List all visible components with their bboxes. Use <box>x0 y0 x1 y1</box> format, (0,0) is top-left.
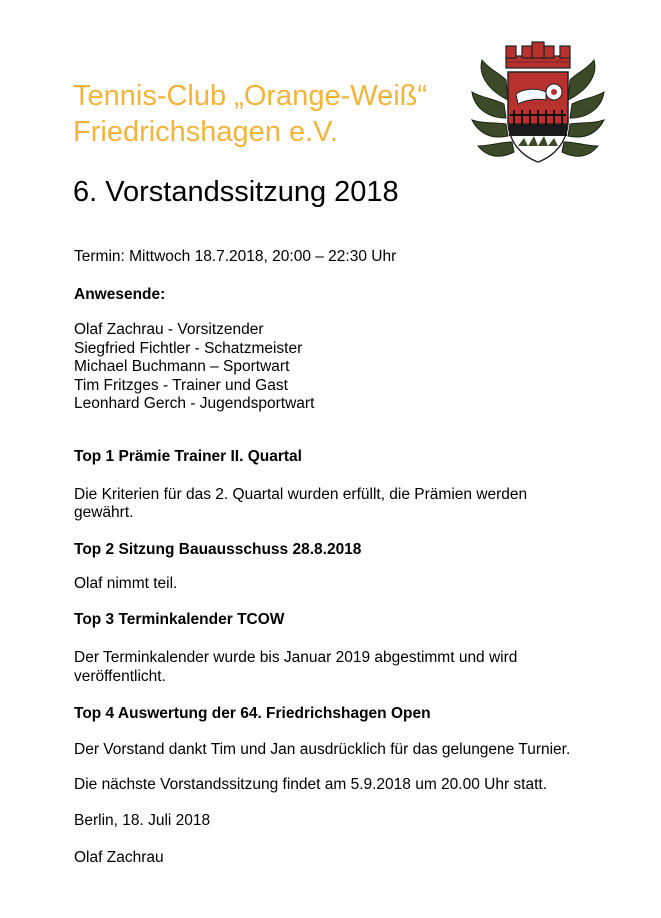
top3-text-cont: veröffentlicht. <box>74 668 166 685</box>
top3-heading: Top 3 Terminkalender TCOW <box>74 611 285 628</box>
top1-text: Die Kriterien für das 2. Quartal wurden erfüllt, die Prämien werden <box>74 486 528 503</box>
club-name <box>73 78 427 150</box>
attendee-item: Olaf Zachrau - Vorsitzender <box>74 321 264 338</box>
top4-text: Der Vorstand dankt Tim und Jan ausdrücklich für das gelungene Turnier. <box>74 741 571 758</box>
meeting-date: Termin: Mittwoch 18.7.2018, 20:00 – 22:30 Uhr <box>74 248 397 265</box>
attendee-item: Siegfried Fichtler - Schatzmeister <box>74 340 303 357</box>
top1-text-cont: gewährt. <box>74 504 134 521</box>
attendees-heading: Anwesende: <box>74 286 166 303</box>
coat-of-arms-icon <box>468 40 608 170</box>
attendee-item: Leonhard Gerch - Jugendsportwart <box>74 395 315 412</box>
next-meeting-note: Die nächste Vorstandssitzung findet am 5.9.2018 um 20.00 Uhr statt. <box>74 776 548 793</box>
page-title: 6. Vorstandssitzung 2018 <box>73 176 399 208</box>
top1-heading: Top 1 Prämie Trainer II. Quartal <box>74 448 302 465</box>
attendee-item: Tim Fritzges - Trainer und Gast <box>74 377 288 394</box>
top2-heading: Top 2 Sitzung Bauausschuss 28.8.2018 <box>74 541 362 558</box>
top3-text: Der Terminkalender wurde bis Januar 2019 abgestimmt und wird <box>74 649 518 666</box>
club-name-line1: Tennis-Club „Orange-Weiß“ <box>73 80 428 112</box>
club-name-line2: Friedrichshagen e.V. <box>73 116 338 148</box>
top4-heading: Top 4 Auswertung der 64. Friedrichshagen Open <box>74 705 431 722</box>
signature-name: Olaf Zachrau <box>74 849 164 866</box>
top2-text: Olaf nimmt teil. <box>74 575 178 592</box>
place-date: Berlin, 18. Juli 2018 <box>74 812 211 829</box>
attendee-item: Michael Buchmann – Sportwart <box>74 358 290 375</box>
